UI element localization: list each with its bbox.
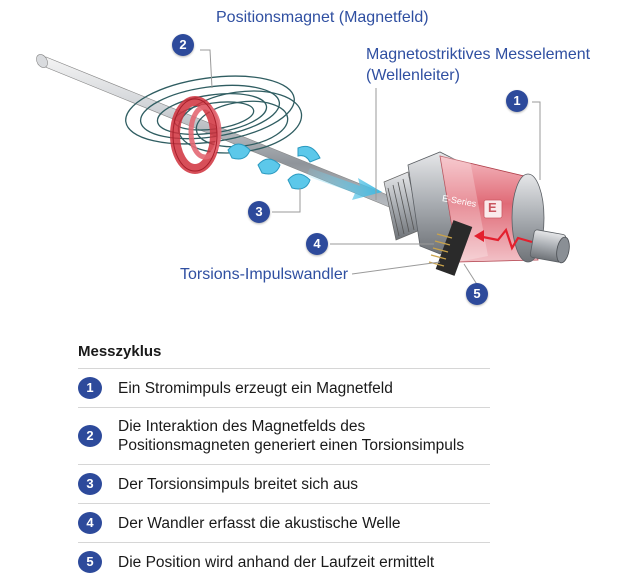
cycle-title: Messzyklus	[78, 343, 162, 360]
cycle-step-2	[78, 407, 490, 464]
step-number: 3	[78, 473, 102, 495]
step-number: 1	[78, 377, 102, 399]
badge-5: 5	[466, 283, 488, 305]
badge-3: 3	[248, 201, 270, 223]
step-text-line: Der Wandler erfasst die akustische Welle	[118, 514, 401, 532]
step-text	[118, 553, 434, 572]
sensor-housing	[384, 152, 571, 276]
step-text	[118, 475, 358, 494]
step-text-line: Die Position wird anhand der Laufzeit ermittelt	[118, 553, 435, 571]
series-label: E-Series	[441, 193, 478, 209]
cycle-step-1	[78, 368, 490, 407]
badge-2: 2	[172, 34, 194, 56]
cycle-step-5	[78, 542, 490, 581]
label-waveguide: (Wellenleiter)	[366, 67, 460, 84]
cycle-step-4	[78, 503, 490, 542]
cycle-step-3	[78, 464, 490, 503]
badge-4: 4	[306, 233, 328, 255]
step-number: 2	[78, 425, 102, 447]
badge-1: 1	[506, 90, 528, 112]
step-text-line: Positionsmagneten generiert einen Torsionsimpuls	[118, 437, 465, 454]
series-logo: E	[488, 200, 497, 215]
label-position-magnet: Positionsmagnet (Magnetfeld)	[216, 9, 429, 26]
label-measuring-element: Magnetostriktives Messelement	[366, 46, 591, 63]
measurement-cycle	[78, 336, 490, 581]
step-text-line: Die Interaktion des Magnetfelds des	[118, 418, 366, 435]
step-text-line: Ein Stromimpuls erzeugt ein Magnetfeld	[118, 379, 393, 397]
step-text	[118, 417, 464, 455]
step-number: 5	[78, 551, 102, 573]
step-text-line: Der Torsionsimpuls breitet sich aus	[118, 475, 359, 493]
step-text	[118, 514, 401, 533]
step-number: 4	[78, 512, 102, 534]
step-text	[118, 379, 393, 398]
label-torsion-transducer: Torsions-Impulswandler	[180, 266, 349, 283]
